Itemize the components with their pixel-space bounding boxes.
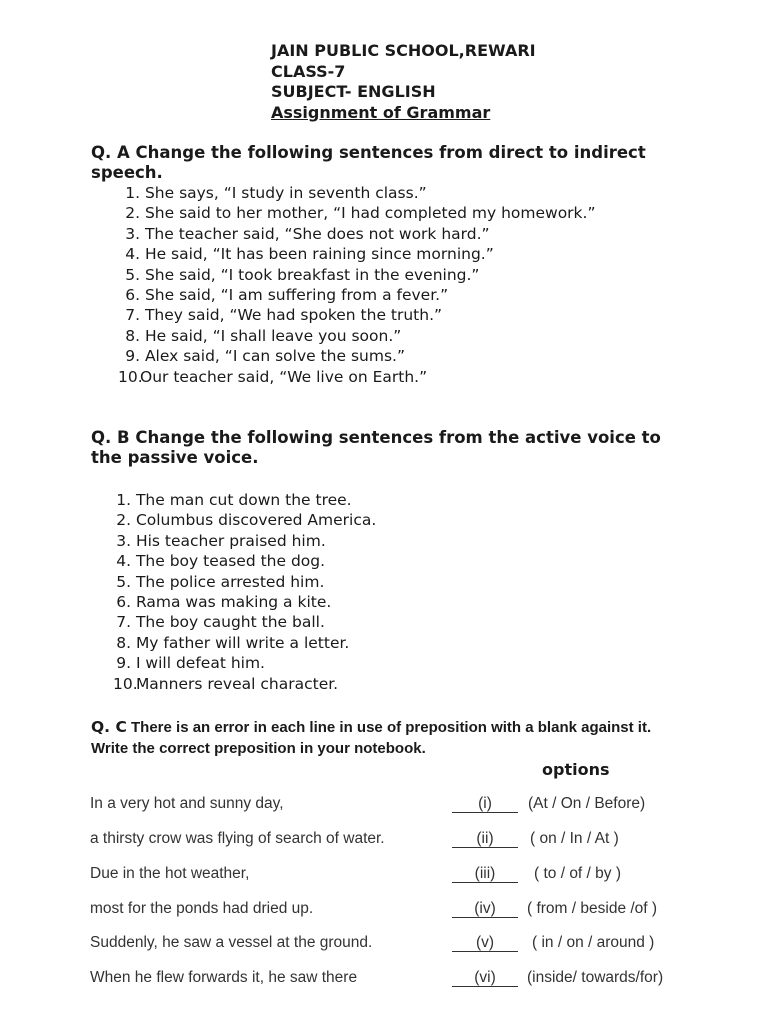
options-text: (inside/ towards/for) — [527, 969, 664, 986]
class-label: CLASS-7 — [271, 61, 346, 81]
sentence-text: a thirsty crow was flying of search of water. — [90, 830, 385, 847]
subject-label: SUBJECT- ENGLISH — [271, 82, 436, 101]
options-text: ( from / beside /of ) — [527, 900, 658, 917]
list-item: 8. My father will write a letter. — [116, 633, 350, 652]
list-item: 7. The boy caught the ball. — [116, 613, 325, 632]
question-b-list — [113, 490, 376, 694]
question-c-title: Q. C There is an error in each line in use of preposition with a blank against it. Write the correct preposition in your notebook. — [91, 718, 652, 757]
preposition-row — [90, 900, 730, 922]
preposition-row — [90, 795, 730, 817]
list-item: 3. The teacher said, “She does not work hard.” — [125, 224, 490, 243]
options-text: ( in / on / around ) — [532, 934, 655, 951]
list-item: 9. Alex said, “I can solve the sums.” — [125, 347, 405, 366]
list-item: 10.Our teacher said, “We live on Earth.” — [118, 367, 428, 386]
list-item: 9. I will defeat him. — [116, 654, 265, 673]
list-item: 1. She says, “I study in seventh class.” — [125, 184, 427, 202]
preposition-row — [90, 830, 730, 852]
list-item: 8. He said, “I shall leave you soon.” — [125, 326, 402, 345]
list-item: 2. She said to her mother, “I had completed my homework.” — [125, 204, 596, 223]
options-text: ( on / In / At ) — [530, 830, 619, 847]
question-a-list — [118, 183, 596, 387]
list-item: 4. He said, “It has been raining since morning.” — [125, 245, 494, 264]
list-item: 7. They said, “We had spoken the truth.” — [125, 306, 443, 325]
sentence-text: When he flew forwards it, he saw there — [90, 969, 358, 986]
answer-blank: (v) — [452, 934, 518, 952]
sentence-text: most for the ponds had dried up. — [90, 900, 314, 917]
sentence-text: In a very hot and sunny day, — [90, 795, 284, 812]
school-name: JAIN PUBLIC SCHOOL,REWARI — [271, 41, 536, 60]
list-item: 10. Manners reveal character. — [113, 674, 339, 693]
answer-blank: (iv) — [452, 900, 518, 918]
list-item: 5. The police arrested him. — [116, 572, 325, 591]
answer-blank: (i) — [452, 795, 518, 813]
list-item: 6. She said, “I am suffering from a fever.” — [125, 286, 449, 305]
list-item: 1. The man cut down the tree. — [116, 491, 352, 509]
answer-blank: (ii) — [452, 830, 518, 848]
list-item: 6. Rama was making a kite. — [116, 593, 332, 612]
options-text: (At / On / Before) — [528, 795, 646, 812]
assignment-title: Assignment of Grammar — [271, 102, 491, 122]
preposition-row — [90, 865, 730, 887]
sentence-text: Suddenly, he saw a vessel at the ground. — [90, 934, 373, 951]
question-c-label: Q. C — [91, 718, 127, 736]
preposition-row — [90, 934, 730, 956]
options-heading: options — [542, 760, 610, 779]
question-a-title: Q. A Change the following sentences from direct to indirect speech. — [91, 143, 646, 182]
list-item: 3. His teacher praised him. — [116, 531, 326, 550]
list-item: 4. The boy teased the dog. — [116, 552, 326, 571]
preposition-row — [90, 969, 730, 991]
answer-blank: (iii) — [452, 865, 518, 883]
answer-blank: (vi) — [452, 969, 518, 987]
list-item: 5. She said, “I took breakfast in the evening.” — [125, 265, 480, 284]
question-b-title: Q. B Change the following sentences from the active voice to the passive voice. — [91, 428, 661, 467]
list-item: 2. Columbus discovered America. — [116, 511, 377, 530]
options-text: ( to / of / by ) — [534, 865, 621, 882]
sentence-text: Due in the hot weather, — [90, 865, 250, 882]
document-header — [271, 41, 536, 123]
